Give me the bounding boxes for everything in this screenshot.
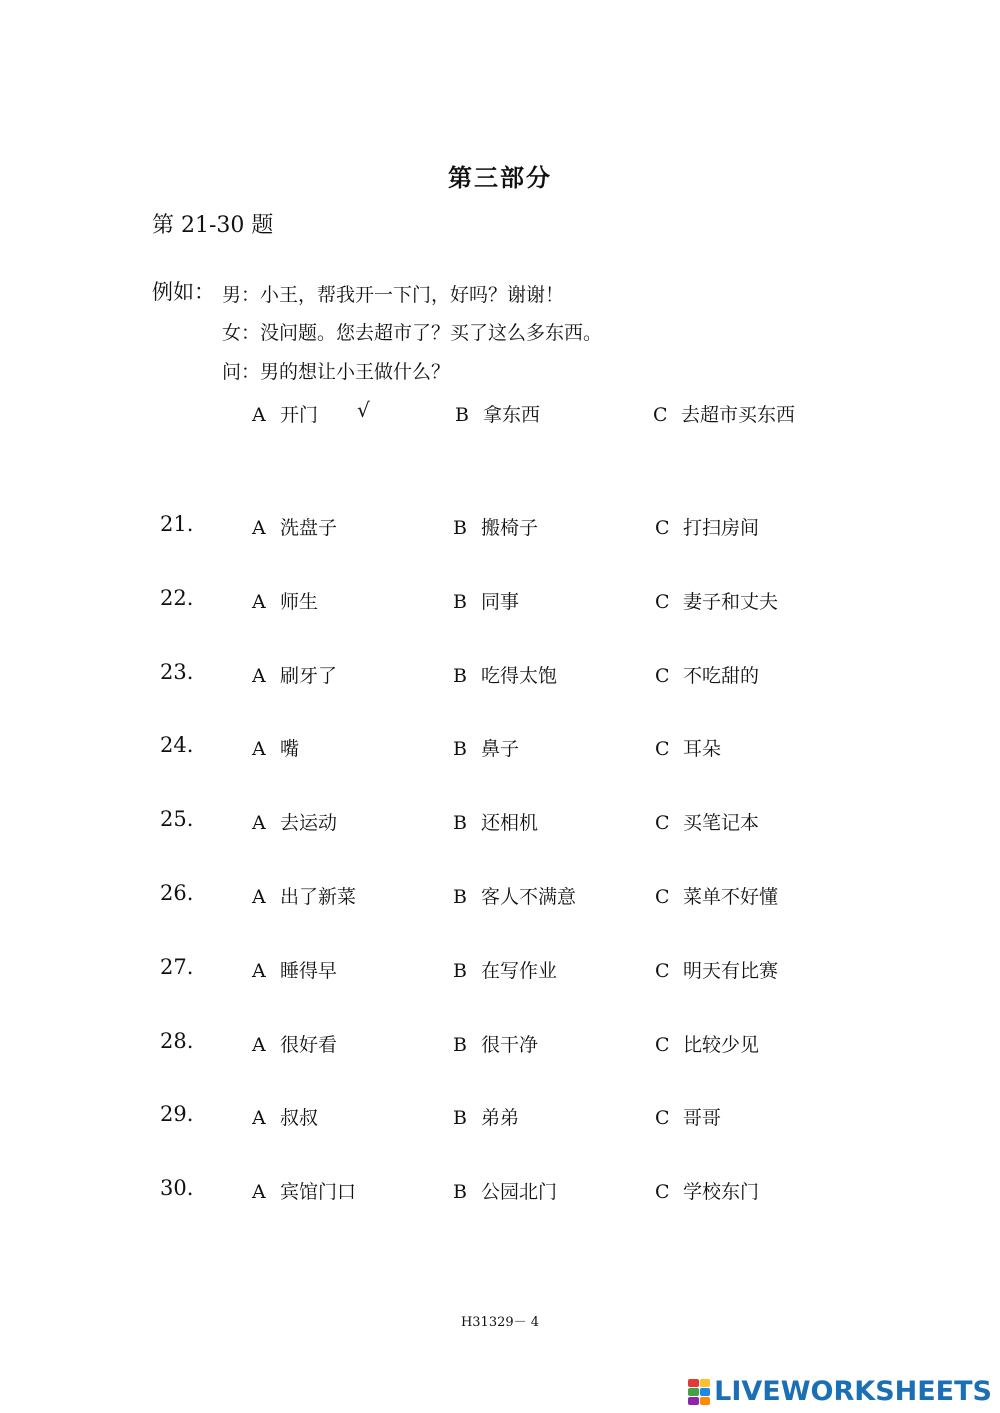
brand-logo-square xyxy=(688,1388,699,1396)
question-number: 29. xyxy=(160,1102,194,1126)
question-25-option-c[interactable] xyxy=(655,808,759,835)
option-text: 洗盘子 xyxy=(280,517,338,539)
question-30-option-a[interactable] xyxy=(252,1177,356,1204)
option-text: 出了新菜 xyxy=(280,886,357,908)
option-letter: B xyxy=(453,591,467,613)
example-line-question: 问：男的想让小王做什么？ xyxy=(222,361,451,383)
brand-text: LIVEWORKSHEETS xyxy=(714,1376,992,1407)
option-letter: C xyxy=(655,960,670,982)
option-text: 不吃甜的 xyxy=(683,665,760,687)
option-letter: A xyxy=(252,665,266,687)
option-text: 开门 xyxy=(280,404,319,426)
option-text: 耳朵 xyxy=(683,738,722,760)
option-text: 很好看 xyxy=(280,1034,338,1056)
question-24-option-a[interactable] xyxy=(252,734,299,761)
option-letter: B xyxy=(453,1034,467,1056)
question-number: 30. xyxy=(160,1176,194,1200)
question-27-option-b[interactable] xyxy=(453,956,557,983)
option-text: 鼻子 xyxy=(481,738,520,760)
question-number: 21. xyxy=(160,512,194,536)
option-letter: C xyxy=(655,886,670,908)
option-letter: B xyxy=(453,1181,467,1203)
brand-watermark xyxy=(688,1376,992,1407)
brand-logo-square xyxy=(688,1397,699,1405)
option-text: 拿东西 xyxy=(483,404,541,426)
option-letter: A xyxy=(252,886,266,908)
question-30-option-c[interactable] xyxy=(655,1177,759,1204)
question-23-option-a[interactable] xyxy=(252,661,337,688)
example-option-a xyxy=(252,400,318,427)
example-option-c xyxy=(653,400,795,427)
option-text: 刷牙了 xyxy=(280,665,338,687)
question-24-option-c[interactable] xyxy=(655,734,721,761)
question-21-option-b[interactable] xyxy=(453,513,538,540)
option-text: 去超市买东西 xyxy=(681,404,796,426)
option-letter: C xyxy=(655,517,670,539)
question-27-option-c[interactable] xyxy=(655,956,778,983)
option-text: 买笔记本 xyxy=(683,812,760,834)
question-28-option-c[interactable] xyxy=(655,1030,759,1057)
option-letter: B xyxy=(455,404,469,426)
option-text: 叔叔 xyxy=(280,1107,319,1129)
option-text: 妻子和丈夫 xyxy=(683,591,779,613)
page-title: 第三部分 xyxy=(448,163,552,192)
question-30-option-b[interactable] xyxy=(453,1177,557,1204)
option-letter: B xyxy=(453,665,467,687)
option-text: 在写作业 xyxy=(481,960,558,982)
question-range: 第 21-30 题 xyxy=(152,213,274,238)
question-number: 28. xyxy=(160,1029,194,1053)
option-letter: A xyxy=(252,404,266,426)
question-25-option-a[interactable] xyxy=(252,808,337,835)
page-footer: H31329－ 4 xyxy=(460,1315,540,1330)
option-letter: A xyxy=(252,738,266,760)
brand-logo-square xyxy=(688,1379,699,1387)
option-letter: C xyxy=(655,665,670,687)
option-text: 睡得早 xyxy=(280,960,338,982)
question-27-option-a[interactable] xyxy=(252,956,337,983)
option-letter: C xyxy=(655,1181,670,1203)
option-text: 还相机 xyxy=(481,812,539,834)
question-21-option-c[interactable] xyxy=(655,513,759,540)
option-text: 师生 xyxy=(280,591,319,613)
option-text: 宾馆门口 xyxy=(280,1181,357,1203)
question-number: 24. xyxy=(160,733,194,757)
question-29-option-c[interactable] xyxy=(655,1103,721,1130)
question-22-option-b[interactable] xyxy=(453,587,519,614)
example-option-b xyxy=(455,400,540,427)
option-letter: C xyxy=(655,591,670,613)
option-letter: C xyxy=(655,738,670,760)
option-text: 哥哥 xyxy=(683,1107,722,1129)
option-text: 吃得太饱 xyxy=(481,665,558,687)
example-line-man: 男：小王，帮我开一下门，好吗？谢谢！ xyxy=(222,284,565,306)
question-29-option-b[interactable] xyxy=(453,1103,519,1130)
option-letter: B xyxy=(453,960,467,982)
brand-logo-square xyxy=(700,1388,711,1396)
check-mark-icon: √ xyxy=(357,398,370,422)
example-label: 例如： xyxy=(152,280,215,304)
question-29-option-a[interactable] xyxy=(252,1103,318,1130)
question-24-option-b[interactable] xyxy=(453,734,519,761)
option-letter: B xyxy=(453,812,467,834)
question-23-option-c[interactable] xyxy=(655,661,759,688)
option-text: 公园北门 xyxy=(481,1181,558,1203)
option-letter: B xyxy=(453,738,467,760)
option-text: 打扫房间 xyxy=(683,517,760,539)
option-letter: B xyxy=(453,1107,467,1129)
question-26-option-a[interactable] xyxy=(252,882,356,909)
question-22-option-c[interactable] xyxy=(655,587,778,614)
option-text: 菜单不好懂 xyxy=(683,886,779,908)
question-28-option-b[interactable] xyxy=(453,1030,538,1057)
option-letter: A xyxy=(252,960,266,982)
question-26-option-b[interactable] xyxy=(453,882,576,909)
brand-logo-square xyxy=(700,1379,711,1387)
question-number: 25. xyxy=(160,807,194,831)
option-text: 很干净 xyxy=(481,1034,539,1056)
option-text: 去运动 xyxy=(280,812,338,834)
option-letter: A xyxy=(252,1181,266,1203)
brand-logo-square xyxy=(700,1397,711,1405)
option-text: 比较少见 xyxy=(683,1034,760,1056)
option-text: 弟弟 xyxy=(481,1107,520,1129)
option-text: 同事 xyxy=(481,591,520,613)
question-22-option-a[interactable] xyxy=(252,587,318,614)
option-letter: C xyxy=(655,1034,670,1056)
question-26-option-c[interactable] xyxy=(655,882,778,909)
question-25-option-b[interactable] xyxy=(453,808,538,835)
question-23-option-b[interactable] xyxy=(453,661,557,688)
option-text: 嘴 xyxy=(280,738,300,760)
option-letter: C xyxy=(655,1107,670,1129)
question-28-option-a[interactable] xyxy=(252,1030,337,1057)
question-number: 23. xyxy=(160,660,194,684)
option-text: 搬椅子 xyxy=(481,517,539,539)
brand-logo-icon xyxy=(688,1379,710,1405)
option-text: 客人不满意 xyxy=(481,886,577,908)
option-text: 学校东门 xyxy=(683,1181,760,1203)
question-number: 27. xyxy=(160,955,194,979)
example-line-woman: 女：没问题。您去超市了？买了这么多东西。 xyxy=(222,322,603,344)
option-letter: A xyxy=(252,812,266,834)
question-number: 26. xyxy=(160,881,194,905)
option-letter: A xyxy=(252,1107,266,1129)
option-letter: A xyxy=(252,591,266,613)
option-letter: A xyxy=(252,517,266,539)
option-letter: B xyxy=(453,517,467,539)
option-text: 明天有比赛 xyxy=(683,960,779,982)
option-letter: B xyxy=(453,886,467,908)
question-21-option-a[interactable] xyxy=(252,513,337,540)
option-letter: C xyxy=(655,812,670,834)
option-letter: C xyxy=(653,404,668,426)
question-number: 22. xyxy=(160,586,194,610)
option-letter: A xyxy=(252,1034,266,1056)
